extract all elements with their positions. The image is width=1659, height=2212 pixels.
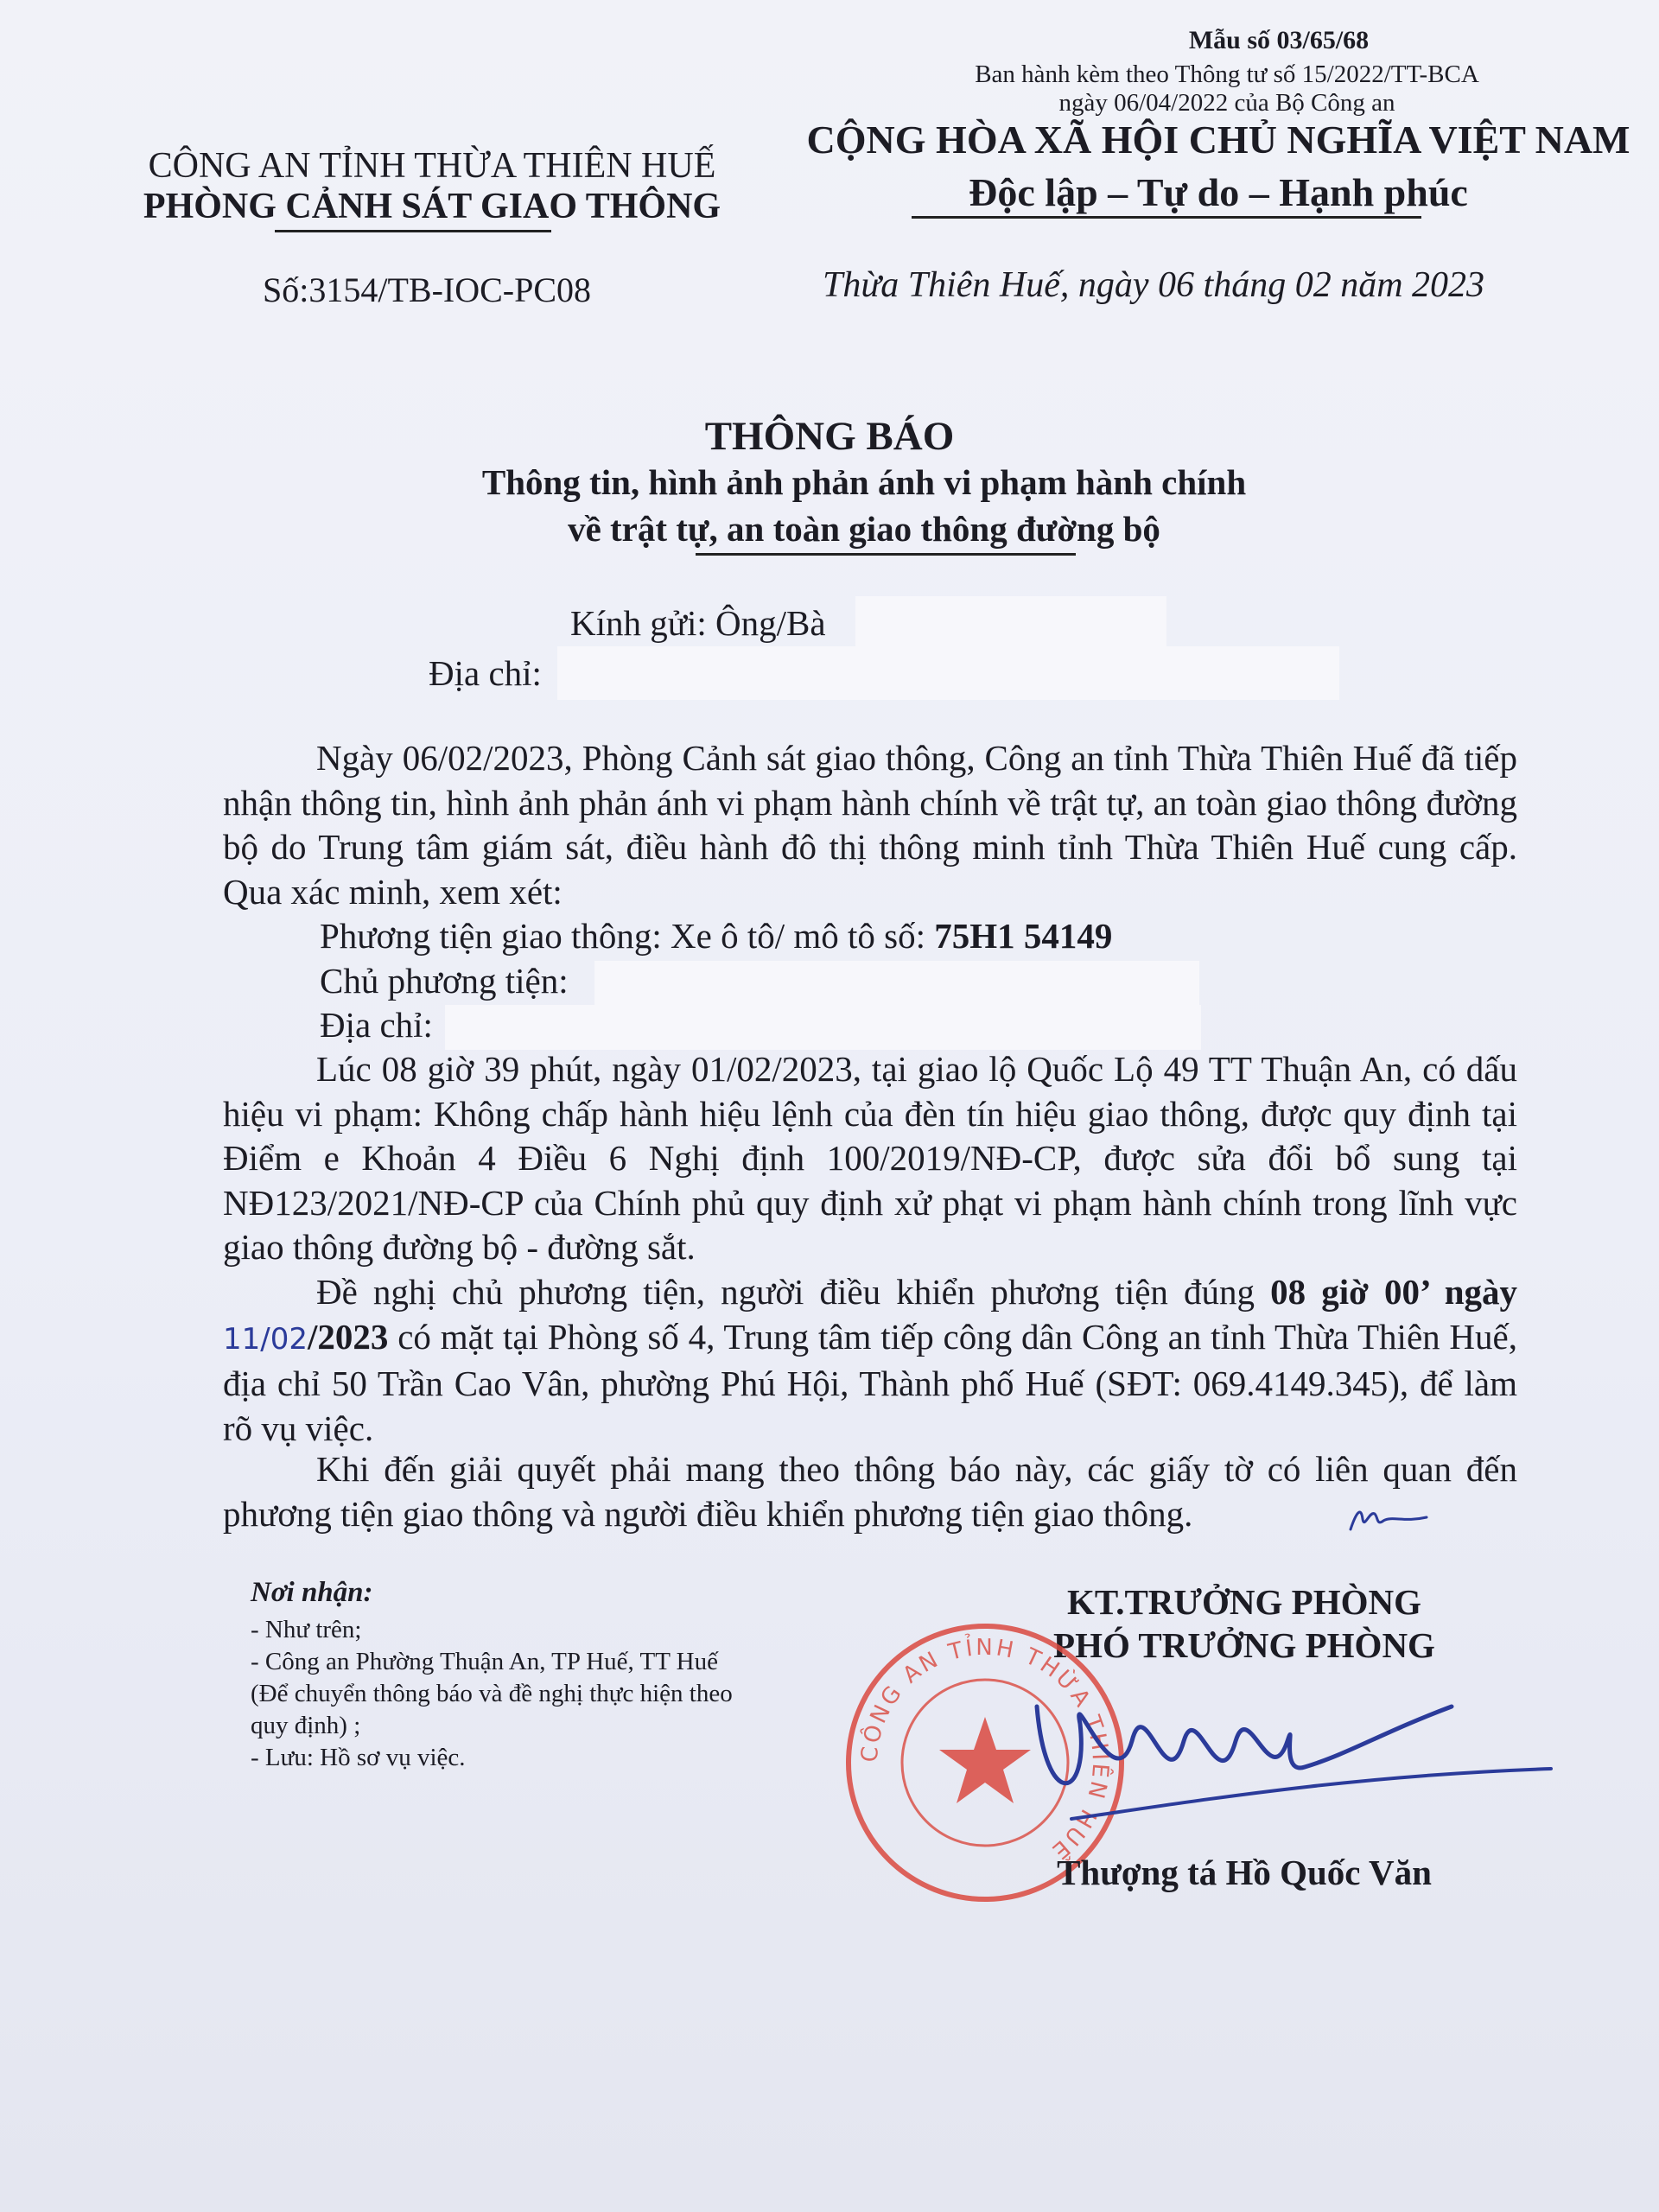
handwritten-day: 11 [223,1321,261,1357]
summons-section [223,1270,1517,1451]
document-subtitle-line1: Thông tin, hình ảnh phản ánh vi phạm hành chính [481,462,1247,502]
summons-paragraph: Đề nghị chủ phương tiện, người điều khiển phương tiện đúng 08 giờ 00’ ngày 11/02/2023 có mặt tại Phòng số 4, Trung tâm tiếp công dân Công an tỉnh Thừa Thiên Huế, địa chỉ 50 Trần Cao Vân, phường Phú Hội, Thành phố Huế (SĐT: 069.4149.345), để làm rõ vụ việc. [223,1272,1518,1448]
summons-rest: có mặt tại Phòng số 4, Trung tâm tiếp công dân Công an tỉnh Thừa Thiên Huế, địa chỉ 50 Trần Cao Vân, phường Phú Hội, Thành phố Huế (SĐT: 069.4149.345), để làm rõ vụ việc. [223,1316,1517,1448]
signer-name: Thượng tá Hồ Quốc Văn [1057,1853,1432,1892]
address-redacted [557,646,1339,700]
department-name: PHÒNG CẢNH SÁT GIAO THÔNG [143,187,721,226]
vehicle-plate: 75H1 54149 [934,916,1113,956]
agency-underline [275,230,551,232]
body-paragraph-1 [223,736,1517,914]
handwritten-signature-icon [1020,1672,1555,1845]
motto-underline [912,216,1421,219]
vehicle-line [223,914,1517,959]
recipient-item: - Như trên; [251,1616,362,1643]
signature-title-1: KT.TRƯỞNG PHÒNG [1067,1582,1421,1622]
document-number: Số:3154/TB-IOC-PC08 [263,270,592,309]
intro-paragraph: Ngày 06/02/2023, Phòng Cảnh sát giao thông, Công an tỉnh Thừa Thiên Huế đã tiếp nhận thông tin, hình ảnh phản ánh vi phạm hành chính về trật tự, an toàn giao thông đường bộ do Trung tâm giám sát, điều hành đô thị thông minh tỉnh Thừa Thiên Huế cung cấp. Qua xác minh, xem xét: [223,738,1517,912]
closing-paragraph: Khi đến giải quyết phải mang theo thông báo này, các giấy tờ có liên quan đến phương tiện giao thông và người điều khiển phương tiện giao thông. [223,1449,1517,1534]
place-date: Thừa Thiên Huế, ngày 06 tháng 02 năm 2023 [823,265,1485,305]
handwritten-initial-icon [1344,1495,1430,1538]
recipient-item: - Lưu: Hồ sơ vụ việc. [251,1744,466,1771]
violation-paragraph: Lúc 08 giờ 39 phút, ngày 01/02/2023, tại giao lộ Quốc Lộ 49 TT Thuận An, có dấu hiệu vi phạm: Không chấp hành hiệu lệnh của đèn tín hiệu giao thông, được quy định tại Điểm e Khoản 4 Điều 6 Nghị định 100/2019/NĐ-CP, được sửa đổi bổ sung tại NĐ123/2021/NĐ-CP của Chính phủ quy định xử phạt vi phạm hành chính trong lĩnh vực giao thông đường bộ - đường sắt. [223,1049,1517,1267]
title-underline [696,553,1076,556]
recipients-heading: Nơi nhận: [251,1577,373,1608]
owner-address-redacted [445,1005,1201,1050]
recipient-item: quy định) ; [251,1712,361,1739]
form-number: Mẫu số 03/65/68 [1188,26,1370,54]
form-issued-date: ngày 06/04/2022 của Bộ Công an [1058,89,1395,117]
national-motto: Độc lập – Tự do – Hạnh phúc [969,170,1468,214]
address-label: Địa chỉ: [429,653,542,693]
recipient-label: Kính gửi: Ông/Bà [570,603,826,643]
closing-section [223,1447,1517,1536]
owner-label: Chủ phương tiện: [320,960,569,1001]
document-title: THÔNG BÁO [704,414,955,459]
vehicle-label: Phương tiện giao thông: Xe ô tô/ mô tô số: [320,916,926,956]
owner-address-label: Địa chỉ: [320,1005,433,1045]
recipient-item: (Để chuyển thông báo và đề nghị thực hiện theo [251,1680,733,1707]
owner-name-redacted [594,961,1199,1006]
national-title: CỘNG HÒA XÃ HỘI CHỦ NGHĨA VIỆT NAM [806,118,1630,162]
signature-title-2: PHÓ TRƯỞNG PHÒNG [1053,1625,1435,1665]
summons-year: 2023 [317,1316,389,1357]
summons-time: 08 giờ 00’ ngày [1270,1272,1518,1312]
recipient-name-redacted [855,596,1166,652]
summons-start: Đề nghị chủ phương tiện, người điều khiển phương tiện đúng [316,1272,1255,1312]
stamp-text: CÔNG AN TỈNH THỪA THIÊN HUẾ [856,1634,1114,1866]
violation-section [223,1047,1517,1270]
recipient-item: - Công an Phường Thuận An, TP Huế, TT Huế [251,1648,718,1675]
recipients-list [251,1614,838,1774]
form-issued-note: Ban hành kèm theo Thông tư số 15/2022/TT-BCA [975,60,1479,88]
document-subtitle-line2: về trật tự, an toàn giao thông đường bộ [568,509,1160,549]
agency-name: CÔNG AN TỈNH THỪA THIÊN HUẾ [148,146,716,186]
handwritten-month: 02 [270,1321,308,1357]
